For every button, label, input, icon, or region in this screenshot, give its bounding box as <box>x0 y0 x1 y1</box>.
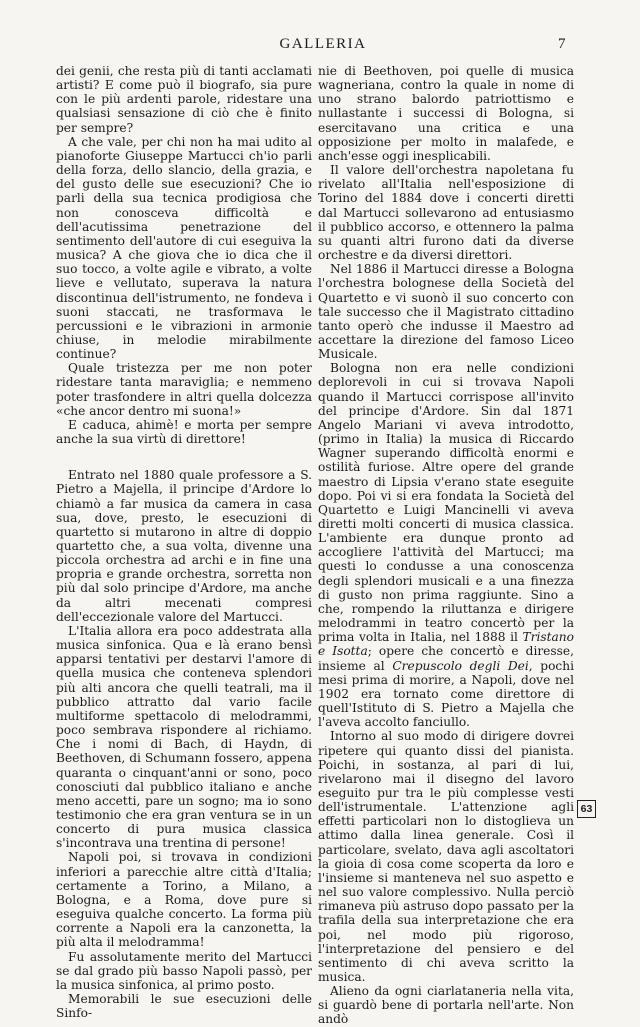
paragraph: nie di Beethoven, poi quelle di musica wagneriana, contro la quale in nome di uno strano balordo patriottismo e nullastante i successi di Bologna, si esercitavano una critica e una opposizione per molto in malafede, e anch'esse oggi inesplicabili. <box>318 64 574 163</box>
left-column <box>56 64 312 1020</box>
opera-title: Tristano e Isotta <box>318 630 574 659</box>
paragraph: Alieno da ogni ciarlataneria nella vita, si guardò bene di portarla nell'arte. Non andò <box>318 984 574 1027</box>
paragraph: Fu assolutamente merito del Martucci se dal grado più basso Napoli passò, per la musica sinfonica, al primo posto. <box>56 949 312 992</box>
paragraph: Nel 1886 il Martucci diresse a Bologna l'orchestra bolognese della Società del Quartetto e vi suonò il suo concerto con tale successo che il Magistrato cittadino tanto operò che indusse il Maestro ad accettare la direzione del famoso Liceo Musicale. <box>318 262 574 362</box>
paragraph: Memorabili le sue esecuzioni delle Sinfo- <box>56 992 312 1021</box>
page-header <box>0 36 640 54</box>
paragraph: Entrato nel 1880 quale professore a S. Pietro a Majella, il principe d'Ardore lo chiamò a far musica da camera in casa sua, dove, presto, le esecuzioni di quartetto si mutarono in altre di doppio quartetto che, a sua volta, divenne una piccola orchestra ad archi e in fine una propria e grande orchestra, sorretta non più dal solo principe d'Ardore, ma anche da altri mecenati compresi dell'eccezionale valore del Martucci. <box>56 468 312 624</box>
paragraph: Quale tristezza per me non poter ridestare tanta maraviglia; e nemmeno poter trasfondere in altri quella dolcezza «che ancor dentro mi suona!» <box>56 361 312 418</box>
paragraph: A che vale, per chi non ha mai udito al pianoforte Giuseppe Martucci ch'io parli della forza, dello slancio, della grazia, e del gusto delle sue esecuzioni? Che io parli della sua tecnica prodigiosa che non conosceva difficoltà e dell'acutissima penetrazione del sentimento dell'autore di cui eseguiva la musica? A che giova che io dica che il suo tocco, a volte agile e vibrato, a volte lieve e vellutato, superava la natura discontinua dell'istrumento, ne fondeva i suoni staccati, ne trasformava le percussioni e le vibrazioni in armonie chiuse, in melodie mirabilmente continue? <box>56 134 312 362</box>
paragraph <box>318 361 574 729</box>
paragraph-text: , pochi mesi prima di morire, a Napoli, dove nel 1902 era tornato come direttore di quell'Istituto di S. Pietro a Majella che l'aveva accolto fanciullo. <box>318 658 574 730</box>
running-title: GALLERIA <box>279 36 367 52</box>
archive-stamp: 63 <box>577 800 596 818</box>
paragraph: E caduca, ahimè! e morta per sempre anche la sua virtù di direttore! <box>56 417 312 447</box>
opera-title: Crepuscolo degli Dei <box>392 658 529 673</box>
right-column <box>318 64 574 1027</box>
paragraph: Il valore dell'orchestra napoletana fu rivelato all'Italia nell'esposizione di Torino del 1884 dove i concerti diretti dal Martucci sollevarono ad entusiasmo il pubblico accorso, e ottennero la palma su quanti altri furono dati da diverse orchestre e da diversi direttori. <box>318 163 574 263</box>
paragraph-text: Bologna non era nelle condizioni deplorevoli in cui si trovava Napoli quando il Martucci corrispose all'invito del principe d'Ardore. Sin dal 1871 Angelo Mariani vi aveva introdotto, (primo in Italia) la musica di Riccardo Wagner superando difficoltà enormi e ostilità furiose. Altre opere del grande maestro di Lipsia v'erano state eseguite dopo. Poi vi si era fondata la Società del Quartetto e Luigi Mancinelli vi aveva diretti molti concerti di musica classica. L'ambiente era dunque pronto ad accogliere l'attività del Martucci; ma questi lo condusse a una conoscenza degli splendori musicali e a una finezza di gusto non prima raggiunte. Sino a che, rompendo la riluttanza e dirigere melodrammi in teatro concertò per la prima volta in Italia, nel 1888 il <box>318 361 574 645</box>
paragraph: Intorno al suo modo di dirigere dovrei ripetere qui quanto dissi del pianista. Poichi, in sostanza, al pari di lui, rivelarono mai il disegno del lavoro eseguito pur tra le più complesse vesti dell'istrumentale. L'attenzione agli effetti particolari non lo distoglieva un attimo dalla linea generale. Così il particolare, svelato, dava agli ascoltatori la gioia di cosa come scoperta da loro e l'insieme si manteneva nel suo aspetto e nel suo valore complessivo. Nulla perciò rimaneva più astruso dopo passato per la trafila della sua interpretazione che era poi, nel modo più rigoroso, l'interpretazione del pensiero e del sentimento di chi aveva scritto la musica. <box>318 729 574 984</box>
paragraph: L'Italia allora era poco addestrata alla musica sinfonica. Qua e là erano bensì apparsi tentativi per destarvi l'amore di quella musica che conteneva splendori più alti ancora che quelli teatrali, ma il pubblico attratto dal vario facile multiforme spettacolo di melodrammi, poco sembrava rispondere al richiamo. Che i nomi di Bach, di Haydn, di Beethoven, di Schumann fossero, appena quaranta o cinquant'anni or sono, poco conosciuti dal pubblico italiano e anche meno accetti, pare un sogno; ma io sono testimonio che era gran ventura se in un concerto di pura musica classica s'incontrava una trentina di persone! <box>56 623 312 851</box>
page-number: 7 <box>558 36 566 52</box>
paragraph-text: ; opere che concertò e diresse, insieme al <box>318 644 574 673</box>
paragraph: dei genii, che resta più di tanti acclamati artisti? E come può il biografo, sia pure con le più ardenti parole, ridestare una qualsiasi sensazione di ciò che è finito per sempre? <box>56 64 312 135</box>
paragraph: Napoli poi, si trovava in condizioni inferiori a parecchie altre città d'Italia; certamente a Torino, a Milano, a Bologna, e a Roma, dove pure si eseguiva qualche concerto. La forma più corrente a Napoli era la canzonetta, la più alta il melodramma! <box>56 850 312 950</box>
